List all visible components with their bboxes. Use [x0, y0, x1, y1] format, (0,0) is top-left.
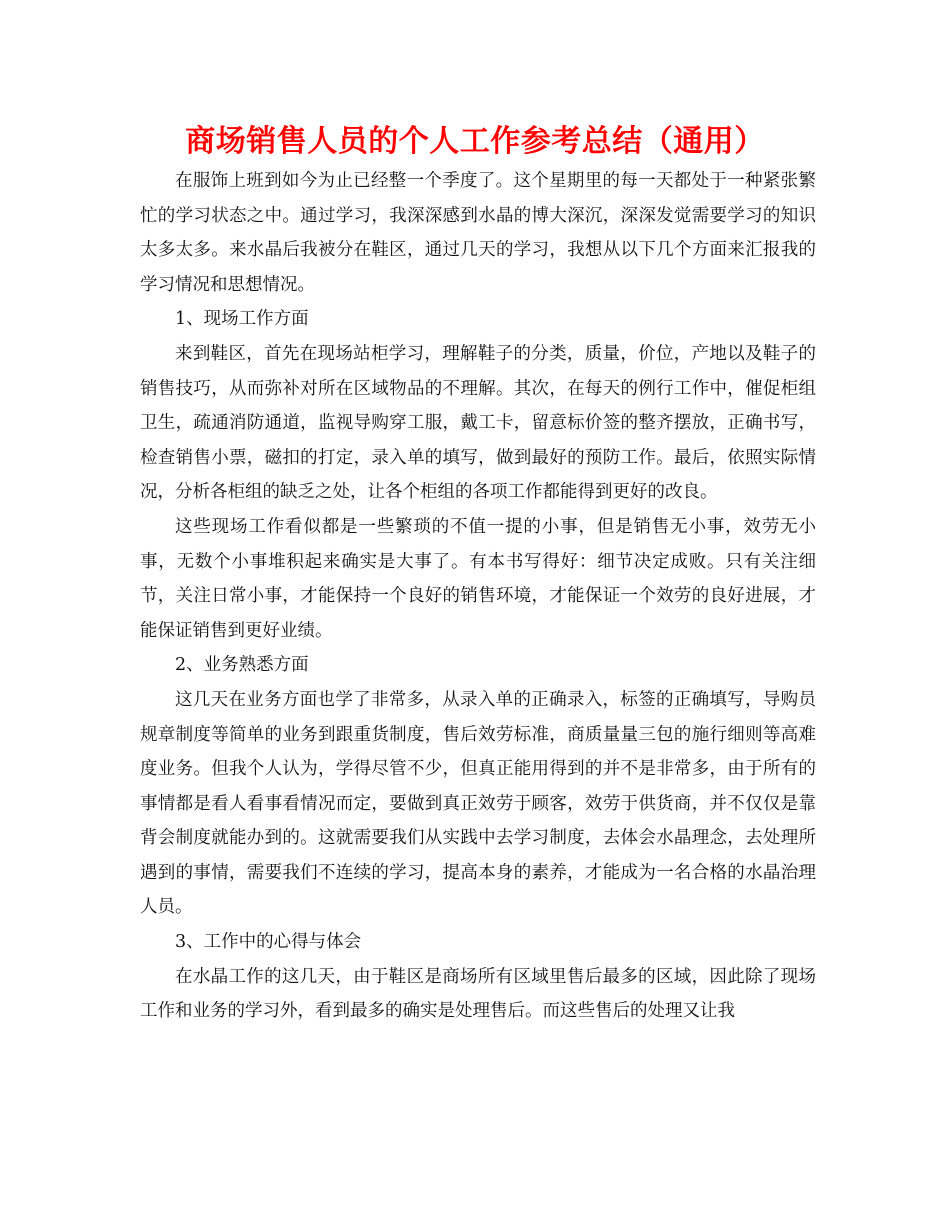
paragraph-section-1-b: 这些现场工作看似都是一些繁琐的不值一提的小事，但是销售无小事，效劳无小事，无数个小事堆积起来确实是大事了。有本书写得好：细节决定成败。只有关注细节，关注日常小事，才能保持一个良好的销售环境，才能保证一个效劳的良好进展，才能保证销售到更好业绩。 — [140, 516, 816, 641]
section-heading-3: 3、工作中的心得与体会 — [175, 932, 362, 953]
paragraph-section-2: 这几天在业务方面也学了非常多，从录入单的正确录入，标签的正确填写，导购员规章制度等简单的业务到跟重货制度，售后效劳标准，商质量量三包的施行细则等高难度业务。但我个人认为，学得尽管不少，但真正能用得到的并不是非常多，由于所有的事情都是看人看事看情况而定，要做到真正效劳于顾客，效劳于供货商，并不仅仅是靠背会制度就能办到的。这就需要我们从实践中去学习制度，去体会水晶理念，去处理所遇到的事情，需要我们不连续的学习，提高本身的素养，才能成为一名合格的水晶治理人员。 — [140, 689, 816, 918]
section-heading-2: 2、业务熟悉方面 — [175, 655, 309, 676]
paragraph-intro: 在服饰上班到如今为止已经整一个季度了。这个星期里的每一天都处于一种紧张繁忙的学习状态之中。通过学习，我深深感到水晶的博大深沉，深深发觉需要学习的知识太多太多。来水晶后我被分在鞋区，通过几天的学习，我想从以下几个方面来汇报我的学习情况和思想情况。 — [140, 171, 816, 295]
paragraph-section-3: 在水晶工作的这几天，由于鞋区是商场所有区域里售后最多的区域，因此除了现场工作和业务的学习外，看到最多的确实是处理售后。而这些售后的处理又让我 — [140, 966, 816, 1022]
section-heading-1: 1、现场工作方面 — [175, 309, 309, 330]
paragraph-section-1-a: 来到鞋区，首先在现场站柜学习，理解鞋子的分类，质量，价位，产地以及鞋子的销售技巧，从而弥补对所在区域物品的不理解。其次，在每天的例行工作中，催促柜组卫生，疏通消防通道，监视导购穿工服，戴工卡，留意标价签的整齐摆放，正确书写，检查销售小票，磁扣的打定，录入单的填写，做到最好的预防工作。最后，依照实际情况，分析各柜组的缺乏之处，让各个柜组的各项工作都能得到更好的改良。 — [140, 343, 816, 503]
document-title: 商场销售人员的个人工作参考总结（通用） — [185, 124, 765, 159]
document-body — [140, 164, 816, 1029]
